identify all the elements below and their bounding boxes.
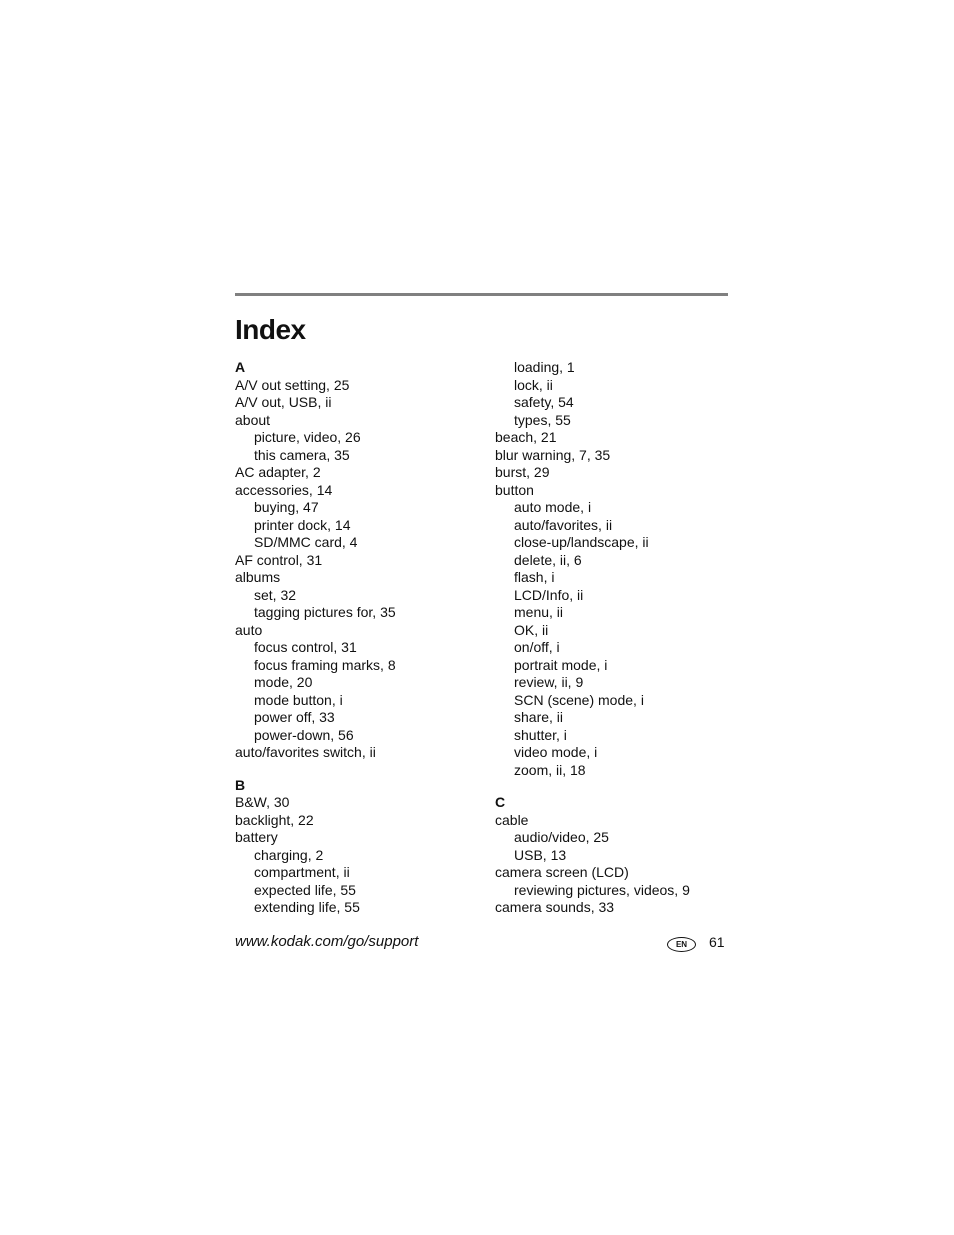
index-column-left [235, 359, 485, 917]
index-subentry: mode, 20 [254, 674, 313, 690]
index-subentry: shutter, i [514, 726, 567, 743]
index-entry: battery [235, 829, 278, 845]
index-subentry: SCN (scene) mode, i [514, 691, 644, 708]
index-subentry: extending life, 55 [254, 899, 360, 915]
index-entry: camera screen (LCD) [495, 864, 629, 880]
index-subentry: types, 55 [514, 411, 571, 428]
index-subentry: compartment, ii [254, 864, 350, 880]
index-section-spacer [235, 762, 485, 777]
index-subentry: OK, ii [514, 621, 549, 638]
index-entry: cable [495, 811, 529, 828]
index-section-letter: C [495, 794, 506, 810]
language-badge: EN [667, 937, 696, 952]
index-entry: A/V out setting, 25 [235, 376, 350, 393]
index-subentry: expected life, 55 [254, 881, 356, 898]
support-url-link[interactable]: www.kodak.com/go/support [235, 933, 419, 950]
index-section-letter: A [235, 359, 246, 375]
index-subentry: focus control, 31 [254, 639, 357, 655]
index-entry: accessories, 14 [235, 481, 333, 498]
index-entry: auto [235, 621, 263, 638]
index-entry: B&W, 30 [235, 794, 290, 810]
index-entry: AF control, 31 [235, 551, 323, 568]
index-subentry: portrait mode, i [514, 656, 608, 673]
index-entry: albums [235, 569, 281, 585]
index-entry: AC adapter, 2 [235, 464, 321, 480]
index-subentry: share, ii [514, 709, 564, 725]
index-subentry: flash, i [514, 569, 555, 585]
index-subentry: zoom, ii, 18 [514, 761, 586, 778]
index-subentry: power off, 33 [254, 709, 335, 725]
index-subentry: set, 32 [254, 586, 297, 603]
index-entry: beach, 21 [495, 429, 557, 445]
index-subentry: loading, 1 [514, 359, 575, 375]
index-entry: about [235, 411, 271, 428]
index-entry: button [495, 481, 534, 498]
index-subentry: video mode, i [514, 744, 598, 760]
index-subentry: SD/MMC card, 4 [254, 534, 358, 550]
index-subentry: focus framing marks, 8 [254, 656, 396, 673]
index-subentry: close-up/landscape, ii [514, 534, 649, 550]
index-column-right [495, 359, 745, 917]
index-subentry: review, ii, 9 [514, 674, 584, 690]
index-subentry: USB, 13 [514, 846, 567, 863]
index-entry: backlight, 22 [235, 811, 314, 828]
index-subentry: lock, ii [514, 376, 553, 393]
index-entry: camera sounds, 33 [495, 899, 615, 915]
index-subentry: menu, ii [514, 604, 564, 620]
index-subentry: delete, ii, 6 [514, 551, 582, 568]
index-subentry: mode button, i [254, 691, 343, 708]
index-entry: auto/favorites switch, ii [235, 744, 376, 760]
page-number: 61 [709, 934, 725, 950]
index-subentry: auto/favorites, ii [514, 516, 613, 533]
index-subentry: reviewing pictures, videos, 9 [514, 881, 690, 898]
index-entry: burst, 29 [495, 464, 550, 480]
index-subentry: auto mode, i [514, 499, 592, 515]
header-rule [235, 293, 728, 296]
index-subentry: charging, 2 [254, 846, 324, 863]
index-subentry: audio/video, 25 [514, 829, 609, 845]
index-subentry: tagging pictures for, 35 [254, 604, 396, 620]
index-subentry: buying, 47 [254, 499, 319, 515]
index-subentry: safety, 54 [514, 394, 574, 410]
index-entry: blur warning, 7, 35 [495, 446, 611, 463]
index-section-letter: B [235, 776, 246, 793]
page-title: Index [235, 314, 306, 345]
index-section-spacer [495, 779, 745, 794]
index-subentry: printer dock, 14 [254, 516, 351, 533]
index-subentry: picture, video, 26 [254, 429, 361, 445]
index-subentry: power-down, 56 [254, 726, 354, 743]
index-subentry: LCD/Info, ii [514, 586, 584, 603]
index-entry: A/V out, USB, ii [235, 394, 332, 410]
index-subentry: on/off, i [514, 639, 560, 655]
index-subentry: this camera, 35 [254, 446, 350, 463]
